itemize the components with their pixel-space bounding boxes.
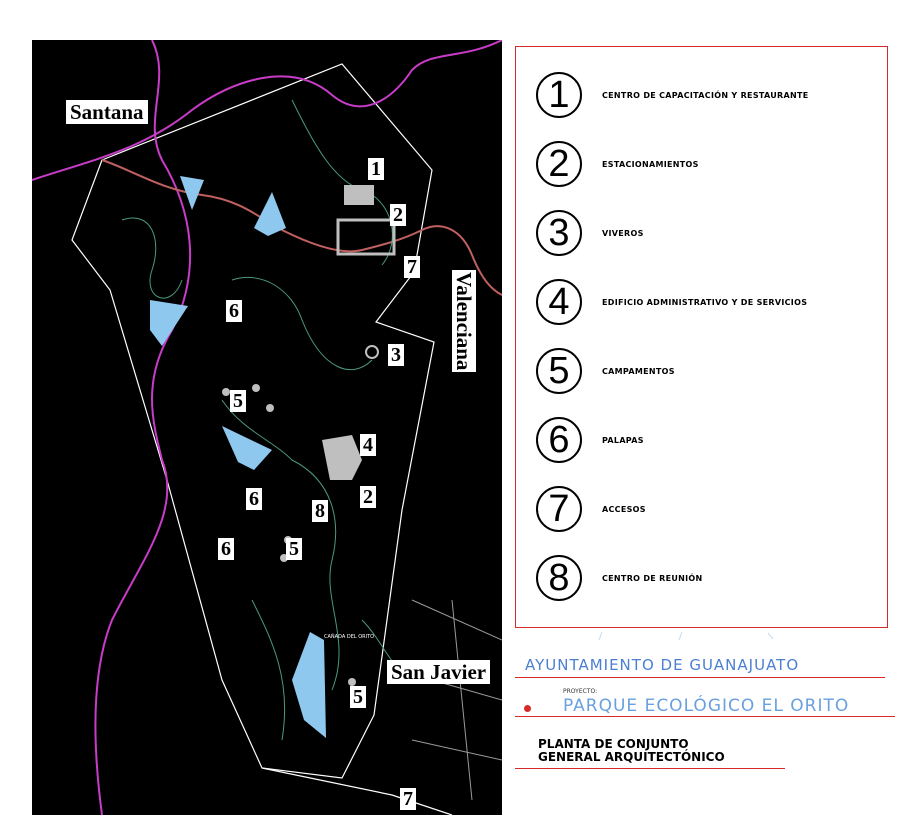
legend-label: ACCESOS xyxy=(602,504,646,514)
legend-item xyxy=(536,276,807,328)
camp xyxy=(348,678,356,686)
decorative-tick xyxy=(768,633,774,640)
legend-item xyxy=(536,483,646,535)
legend-number: 4 xyxy=(536,279,582,325)
bullet-dot xyxy=(524,705,531,712)
label-san-javier: San Javier xyxy=(387,660,490,684)
legend-number: 5 xyxy=(536,348,582,394)
legend-label: CENTRO DE REUNIÓN xyxy=(602,573,703,583)
legend-number: 2 xyxy=(536,141,582,187)
legend-label: VIVEROS xyxy=(602,228,644,238)
municipality-name: AYUNTAMIENTO DE GUANAJUATO xyxy=(525,656,800,674)
marker-2b: 2 xyxy=(360,486,376,508)
town-street xyxy=(412,740,502,760)
drawing-title xyxy=(538,738,725,764)
legend-label: EDIFICIO ADMINISTRATIVO Y DE SERVICIOS xyxy=(602,297,808,307)
legend-number: 3 xyxy=(536,210,582,256)
marker-4: 4 xyxy=(360,434,376,456)
divider xyxy=(515,716,895,717)
marker-5: 5 xyxy=(230,390,246,412)
site-map xyxy=(32,40,502,815)
legend-label: CENTRO DE CAPACITACIÓN Y RESTAURANTE xyxy=(602,90,809,100)
legend-item xyxy=(536,414,644,466)
legend-number: 7 xyxy=(536,486,582,532)
legend-label: CAMPAMENTOS xyxy=(602,366,675,376)
river xyxy=(95,40,190,815)
marker-6: 6 xyxy=(226,300,242,322)
label-valenciana: Valenciana xyxy=(452,272,476,371)
marker-6c: 6 xyxy=(218,538,234,560)
legend-number: 1 xyxy=(536,72,582,118)
marker-2: 2 xyxy=(390,204,406,226)
site-plan-drawing xyxy=(32,40,502,815)
drawing-title-line-1: PLANTA DE CONJUNTO xyxy=(538,737,689,751)
marker-3: 3 xyxy=(388,344,404,366)
legend-label: ESTACIONAMIENTOS xyxy=(602,159,699,169)
pond xyxy=(254,192,286,236)
boundary-bottom xyxy=(262,768,452,815)
project-label: PROYECTO: xyxy=(563,688,598,695)
pond xyxy=(150,300,188,346)
trail xyxy=(232,277,372,369)
pond xyxy=(222,426,272,470)
drawing-title-line-2: GENERAL ARQUITECTÓNICO xyxy=(538,750,725,764)
admin-building xyxy=(322,435,362,480)
trail xyxy=(122,218,182,298)
decorative-tick xyxy=(679,632,683,640)
small-map-text: CAÑADA DEL ORITO xyxy=(324,634,375,640)
label-santana: Santana xyxy=(66,100,148,124)
marker-7b: 7 xyxy=(400,788,416,810)
marker-7: 7 xyxy=(404,256,420,278)
road xyxy=(102,160,502,295)
legend-item xyxy=(536,69,809,121)
divider xyxy=(515,677,885,678)
divider xyxy=(515,768,785,769)
legend-label: PALAPAS xyxy=(602,435,644,445)
pond xyxy=(180,176,204,210)
legend-item xyxy=(536,345,675,397)
building-restaurant xyxy=(344,185,374,205)
camp xyxy=(252,384,260,392)
camp xyxy=(266,404,274,412)
legend-item xyxy=(536,207,644,259)
nursery xyxy=(366,346,378,358)
marker-6b: 6 xyxy=(246,488,262,510)
marker-5c: 5 xyxy=(350,686,366,708)
legend-number: 8 xyxy=(536,555,582,601)
legend-item xyxy=(536,138,699,190)
trail xyxy=(252,600,285,740)
pond xyxy=(292,632,326,738)
decorative-tick xyxy=(599,632,603,640)
camp xyxy=(222,388,230,396)
town-street xyxy=(452,600,472,800)
legend-panel xyxy=(515,46,888,628)
legend-number: 6 xyxy=(536,417,582,463)
town-street xyxy=(412,600,502,640)
legend-item xyxy=(536,552,703,604)
marker-5b: 5 xyxy=(286,538,302,560)
marker-1: 1 xyxy=(368,158,384,180)
marker-8: 8 xyxy=(312,500,328,522)
project-name: PARQUE ECOLÓGICO EL ORITO xyxy=(563,696,850,716)
